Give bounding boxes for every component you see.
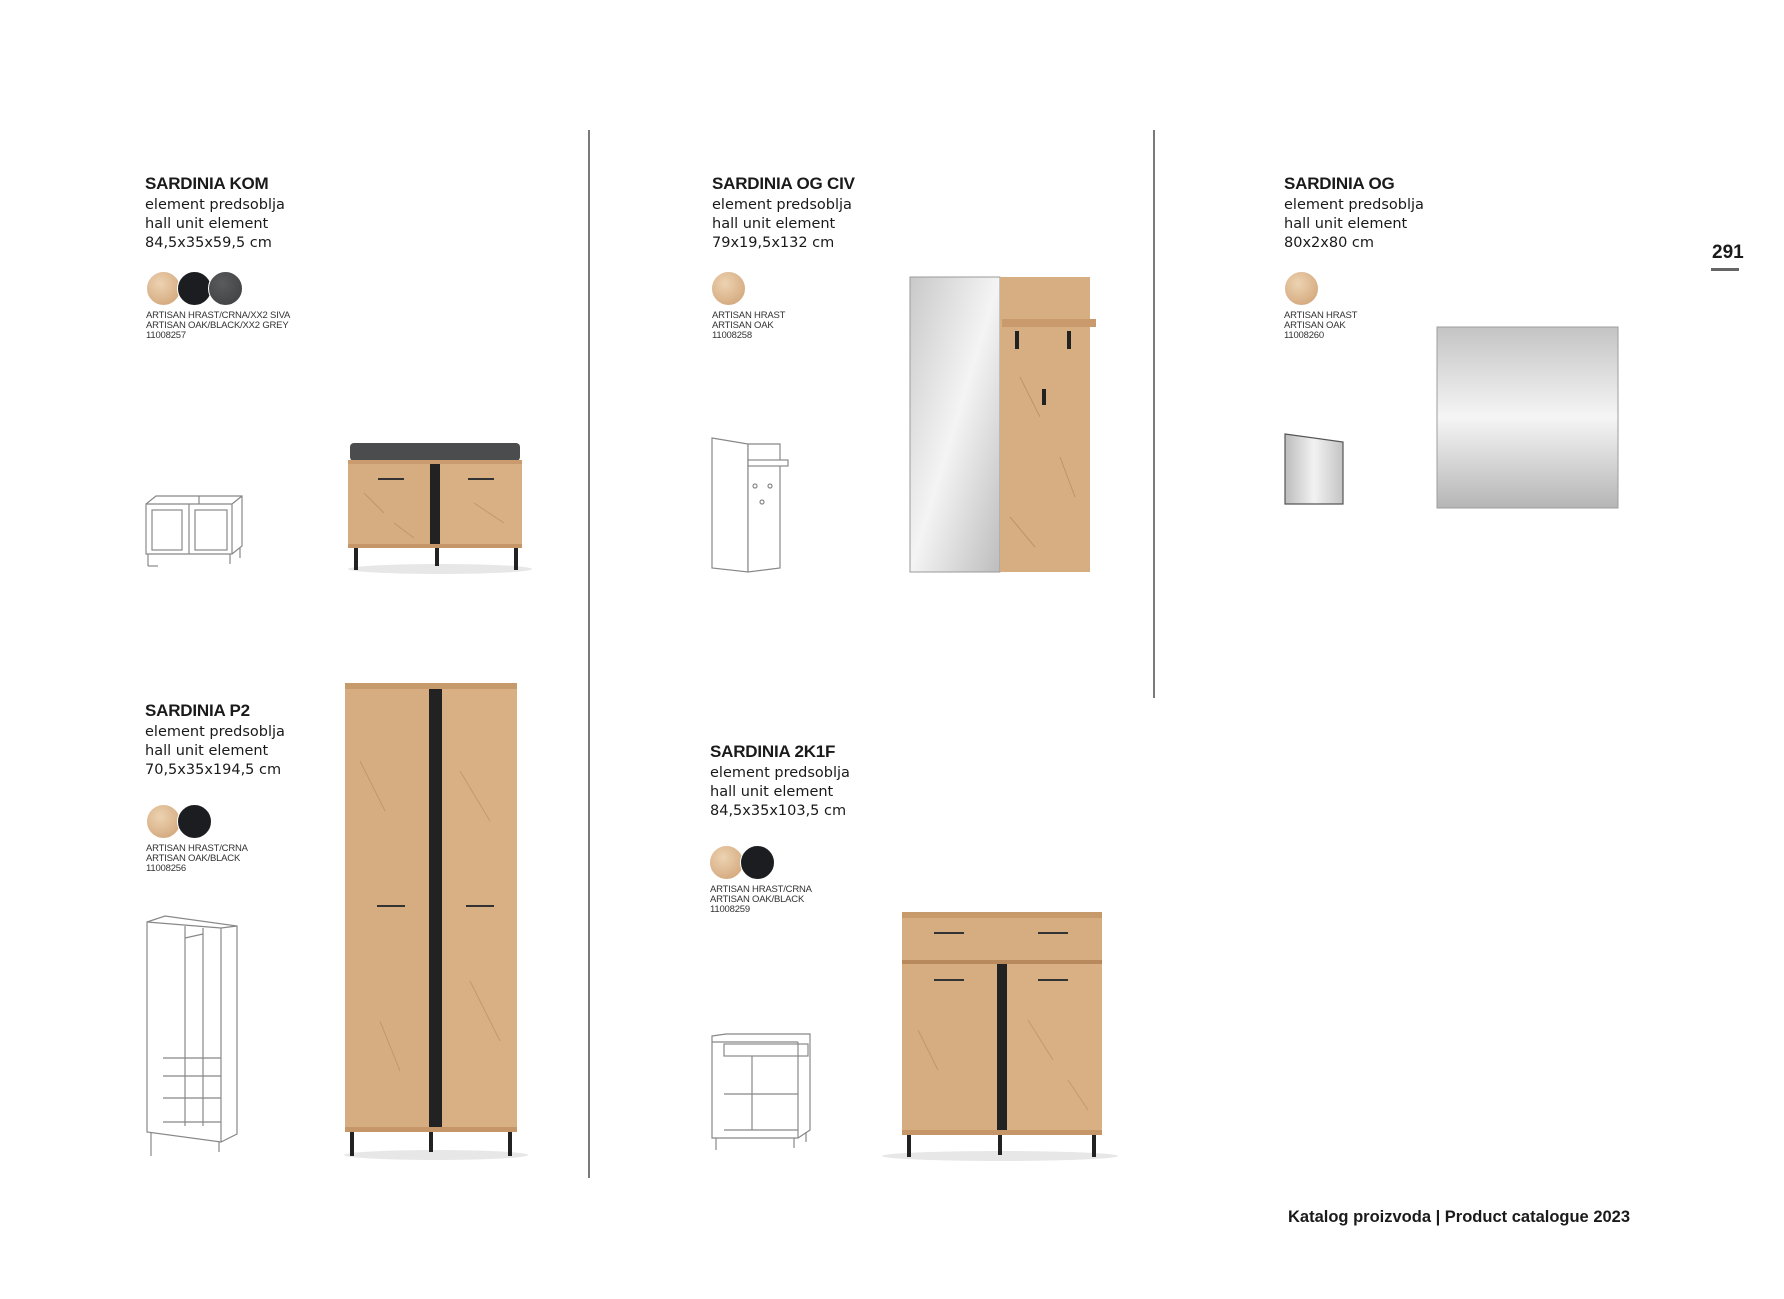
product-sardinia-og-civ bbox=[712, 174, 855, 253]
mirror-panel-photo bbox=[910, 277, 1092, 573]
product-desc-hr: element predsoblja bbox=[1284, 197, 1424, 213]
swatch-black bbox=[177, 271, 212, 306]
page-number-underline bbox=[1711, 268, 1739, 271]
product-desc-hr: element predsoblja bbox=[712, 197, 852, 213]
color-swatches bbox=[1284, 271, 1315, 306]
mirror-photo bbox=[1436, 326, 1620, 510]
product-sardinia-og bbox=[1284, 174, 1424, 253]
product-dimensions: 80x2x80 cm bbox=[1284, 235, 1374, 251]
swatch-oak bbox=[1284, 271, 1319, 306]
catalogue-footer: Katalog proizvoda | Product catalogue 2023 bbox=[1288, 1208, 1631, 1226]
cabinet-line-drawing bbox=[710, 1034, 812, 1154]
column-divider-right bbox=[1153, 130, 1155, 698]
product-desc-en: hall unit element bbox=[145, 216, 269, 232]
product-code: 11008257 bbox=[146, 330, 186, 341]
finish-codes bbox=[710, 885, 812, 915]
product-dimensions: 84,5x35x103,5 cm bbox=[710, 803, 847, 819]
product-dimensions: 79x19,5x132 cm bbox=[712, 235, 835, 251]
swatch-oak bbox=[711, 271, 746, 306]
product-sardinia-kom bbox=[145, 174, 285, 253]
swatch-oak bbox=[709, 845, 744, 880]
finish-en: ARTISAN OAK/BLACK/XX2 GREY bbox=[146, 320, 289, 331]
wardrobe-line-drawing bbox=[145, 916, 241, 1160]
swatch-black bbox=[740, 845, 775, 880]
product-dimensions: 70,5x35x194,5 cm bbox=[145, 762, 282, 778]
swatch-oak bbox=[146, 271, 181, 306]
wardrobe-photo bbox=[340, 681, 538, 1161]
finish-hr: ARTISAN HRAST bbox=[1284, 310, 1358, 321]
mirror-panel-line-drawing bbox=[710, 436, 794, 574]
mirror-line-drawing bbox=[1283, 432, 1347, 506]
finish-hr: ARTISAN HRAST/CRNA/XX2 SIVA bbox=[146, 310, 291, 321]
finish-en: ARTISAN OAK/BLACK bbox=[710, 894, 805, 905]
cabinet-photo bbox=[878, 910, 1136, 1162]
swatch-oak bbox=[146, 804, 181, 839]
product-desc-en: hall unit element bbox=[712, 216, 836, 232]
product-desc-hr: element predsoblja bbox=[710, 765, 850, 781]
finish-en: ARTISAN OAK bbox=[1284, 320, 1346, 331]
product-code: 11008258 bbox=[712, 330, 752, 341]
finish-en: ARTISAN OAK bbox=[712, 320, 774, 331]
swatch-black bbox=[177, 804, 212, 839]
bench-line-drawing bbox=[144, 494, 244, 570]
product-code: 11008256 bbox=[146, 863, 186, 874]
color-swatches bbox=[711, 271, 742, 306]
finish-hr: ARTISAN HRAST/CRNA bbox=[146, 843, 248, 854]
product-desc-hr: element predsoblja bbox=[145, 197, 285, 213]
product-desc-en: hall unit element bbox=[710, 784, 834, 800]
bench-photo bbox=[344, 443, 536, 575]
color-swatches bbox=[709, 845, 771, 880]
product-sardinia-p2 bbox=[145, 701, 285, 780]
product-sardinia-2k1f bbox=[710, 742, 850, 821]
finish-hr: ARTISAN HRAST bbox=[712, 310, 786, 321]
finish-codes bbox=[146, 844, 248, 874]
product-dimensions: 84,5x35x59,5 cm bbox=[145, 235, 272, 251]
color-swatches bbox=[146, 804, 208, 839]
swatch-grey bbox=[208, 271, 243, 306]
product-desc-en: hall unit element bbox=[1284, 216, 1408, 232]
product-code: 11008259 bbox=[710, 904, 750, 915]
product-title: SARDINIA P2 bbox=[145, 701, 250, 720]
product-title: SARDINIA KOM bbox=[145, 174, 269, 193]
finish-codes bbox=[146, 311, 290, 341]
product-code: 11008260 bbox=[1284, 330, 1324, 341]
page-number: 291 bbox=[1712, 242, 1744, 263]
column-divider-left bbox=[588, 130, 590, 1178]
product-desc-en: hall unit element bbox=[145, 743, 269, 759]
finish-hr: ARTISAN HRAST/CRNA bbox=[710, 884, 812, 895]
color-swatches bbox=[146, 271, 239, 306]
finish-en: ARTISAN OAK/BLACK bbox=[146, 853, 241, 864]
product-desc-hr: element predsoblja bbox=[145, 724, 285, 740]
finish-codes bbox=[1284, 311, 1357, 341]
finish-codes bbox=[712, 311, 785, 341]
product-title: SARDINIA OG bbox=[1284, 174, 1395, 193]
product-title: SARDINIA OG CIV bbox=[712, 174, 855, 193]
product-title: SARDINIA 2K1F bbox=[710, 742, 836, 761]
